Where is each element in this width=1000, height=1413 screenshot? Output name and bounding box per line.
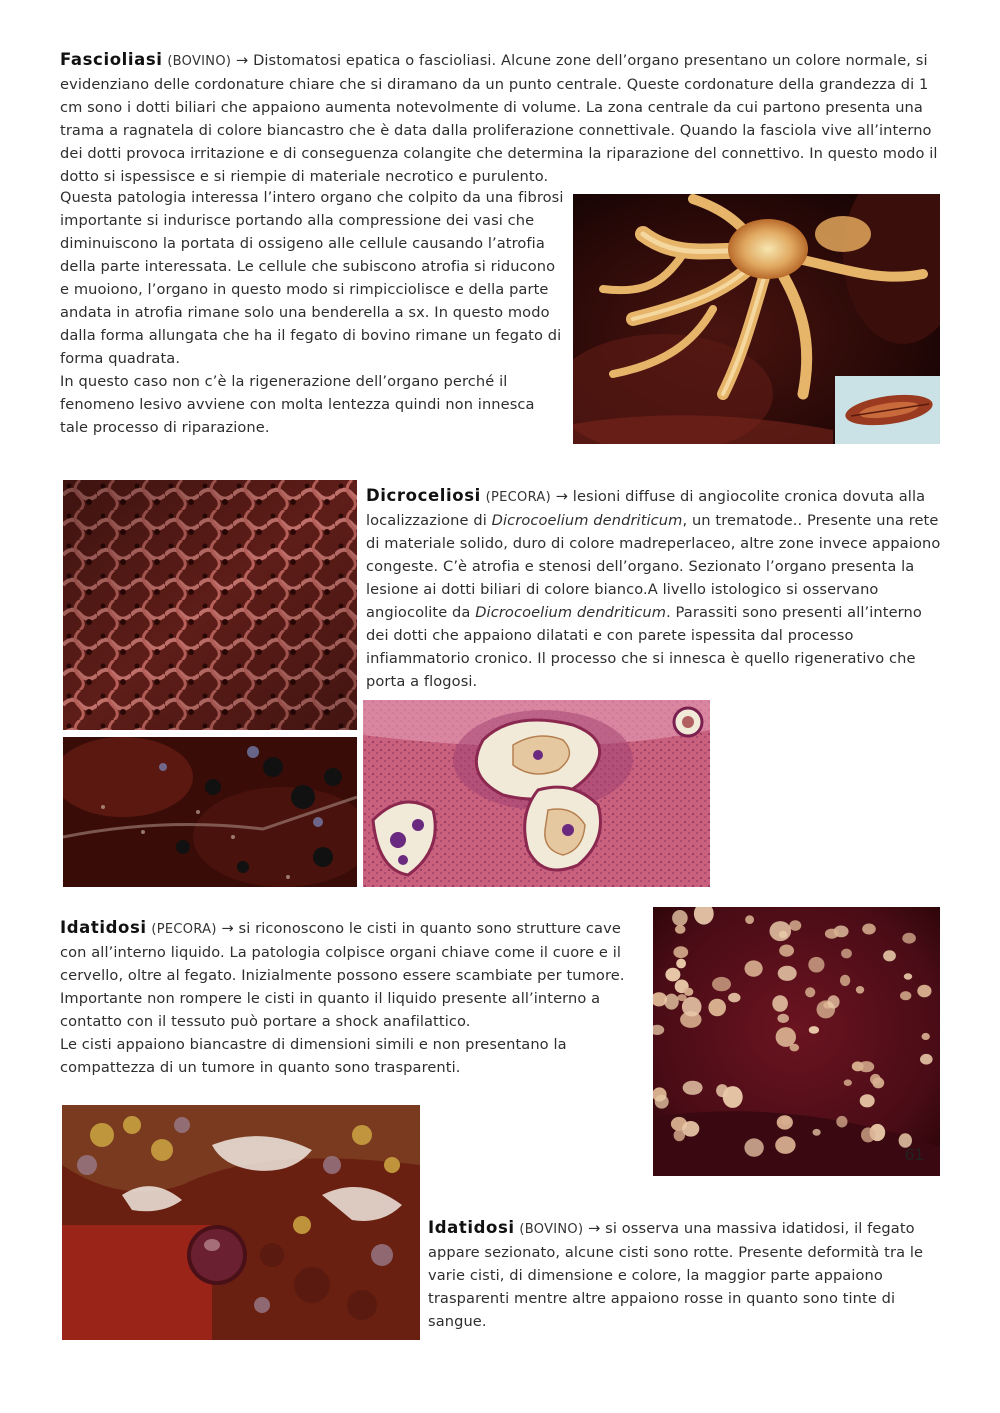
fascioliasi-body: Distomatosi epatica o fascioliasi. Alcune zone dell’organo presentano un colore normale, si evidenziano delle cordonature chiare che si diramano da un punto centrale. Queste cordonature della grandezza di 1 cm sono i dotti biliari che appaiono aumenta notevolmente di volume. La zona centrale da cui partono presenta una trama a ragnatela di colore biancastro che è data dalla proliferazione connettivale. Quando la fasciola vive all’interno dei dotti provoca irritazione e di conseguenza colangite che determina la riparazione del connettivo. In questo modo il dotto si ispessisce e si riempie di materiale necrotico e purulento. [60,52,938,185]
dicroceliosi-body-c: . Parassiti sono presenti all’interno dei dotti che appaiono dilatati e con parete ispessita dal processo infiammatorio cronico. Il processo che si innesca è quello rigenerativo che porta a flogosi. [366,604,922,690]
idatidosi-bovino-species-tag: (BOVINO) [519,1222,584,1237]
dicroceliosi-body-a: lesioni diffuse di angiocolite cronica dovuta alla localizzazione di [366,488,926,529]
fascioliasi-side-paragraph [60,186,565,439]
idatidosi-pecora-paragraph [60,916,645,1079]
histology-angiocolite-photo [363,700,710,887]
idatidosi-pecora-body: si riconoscono le cisti in quanto sono strutture cave con all’interno liquido. La patologia colpisce organi chiave come il cuore e il cervello, oltre al fegato. Inizialmente possono essere scambiate per tumore. Importante non rompere le cisti in quanto il liquido presente all’interno a contatto con il tessuto può portare a shock anafilattico. [60,920,625,1030]
idatidosi-pecora-species-tag: (PECORA) [151,922,217,937]
page-number: 61 [905,1145,924,1164]
ovine-liver-section-photo [63,737,357,887]
arrow-glyph: → [588,1220,601,1237]
arrow-glyph: → [235,52,249,69]
idatidosi-bovino-body: si osserva una massiva idatidosi, il fegato appare sezionato, alcune cisti sono rotte. Presente deformità tra le varie cisti, di dimensione e colore, la maggior parte appaiono trasparenti mentre altre appaiono rosse in quanto sono tinte di sangue. [428,1220,924,1330]
dicroceliosi-paragraph [366,484,942,693]
idatidosi-bovino-title: Idatidosi [428,1218,515,1237]
parasite-species-name: Dicrocoelium dendriticum [491,512,683,529]
bovine-liver-fasciola-photo [573,194,940,444]
dicroceliosi-species-tag: (PECORA) [485,490,551,505]
fascioliasi-paragraph [60,48,945,188]
idatidosi-pecora-title: Idatidosi [60,918,147,937]
dicroceliosi-title: Dicroceliosi [366,486,481,505]
fascioliasi-title: Fascioliasi [60,50,163,69]
dicroceliosi-body-b: , un trematode.. Presente una rete di materiale solido, duro di colore madreperlaceo, altre zone invece appaiono congeste. C’è atrofia e stenosi dell’organo. Sezionato l’organo presenta la lesione ai dotti biliari di colore bianco.A livello istologico si osservano angiocolite da [366,512,941,621]
fascioliasi-side-body: Questa patologia interessa l’intero organo che colpito da una fibrosi importante si indurisce portando alla compressione dei vasi che diminuiscono la portata di ossigeno alle cellule causando l’atrofia della parte interessata. Le cellule che subiscono atrofia si riducono e muoiono, l’organo in questo modo si rimpicciolisce e della parte andata in atrofia rimane solo una benderella a sx. In questo modo dalla forma allungata che ha il fegato di bovino rimane un fegato di forma quadrata. [60,189,564,367]
fascioliasi-side-body-2: In questo caso non c’è la rigenerazione dell’organo perché il fenomeno lesivo avviene con molta lentezza quindi non innesca tale processo di riparazione. [60,373,535,436]
ovine-liver-hydatid-cysts-photo [653,907,940,1176]
parasite-species-name: Dicrocoelium dendriticum [475,604,667,621]
ovine-liver-dicrocoelium-photo [63,480,357,730]
idatidosi-bovino-paragraph [428,1216,943,1333]
bovine-liver-hydatid-cysts-photo [62,1105,420,1340]
arrow-glyph: → [555,488,569,505]
fascioliasi-species-tag: (BOVINO) [167,54,232,69]
arrow-glyph: → [221,920,234,937]
idatidosi-pecora-body-2: Le cisti appaiono biancastre di dimensioni simili e non presentano la compattezza di un tumore in quanto sono trasparenti. [60,1036,567,1076]
